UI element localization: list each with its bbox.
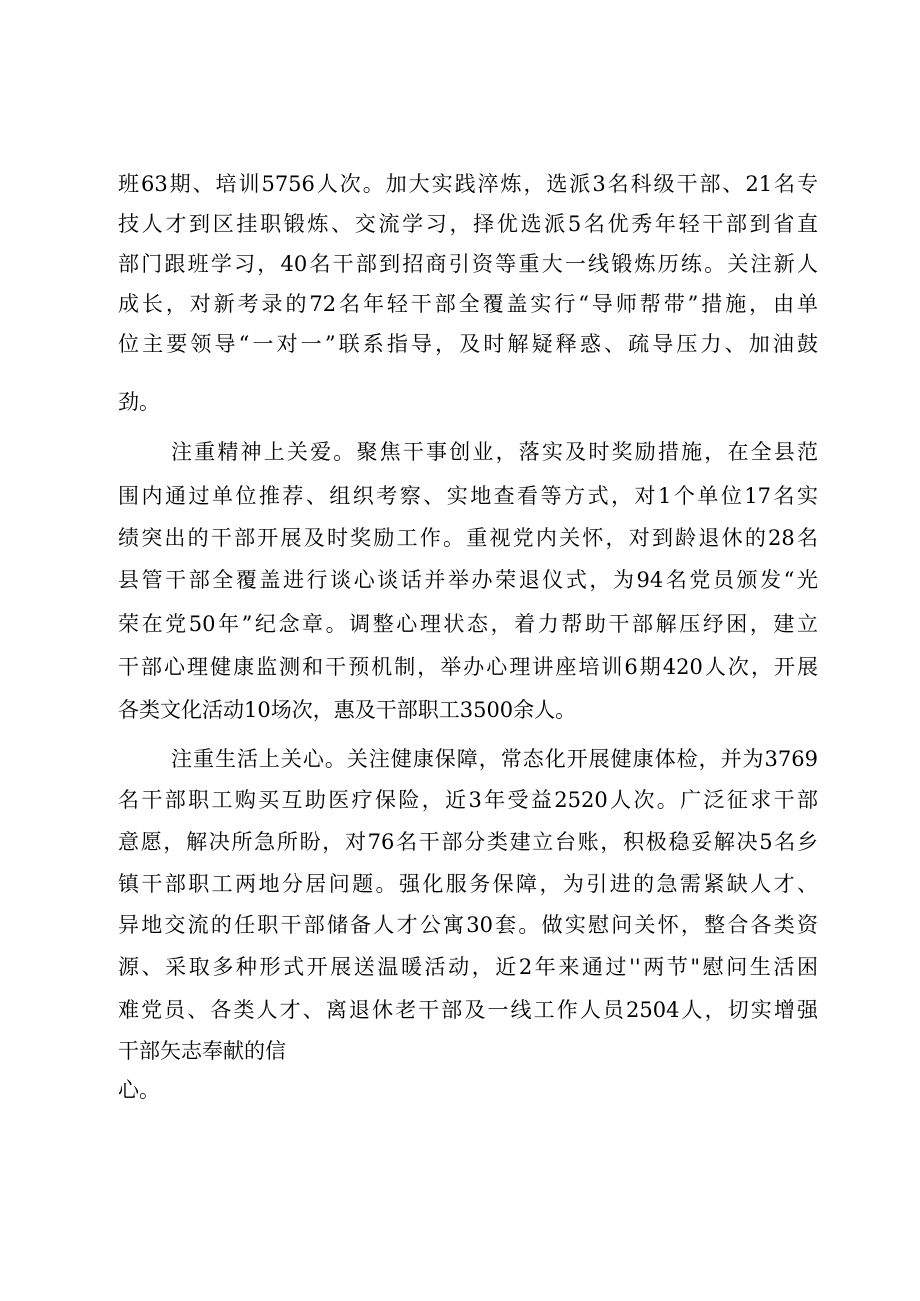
paragraph-line: 成长，对新考录的72名年轻干部全覆盖实行“导师帮带”措施，由单: [118, 292, 818, 316]
paragraph-line: 劲。: [118, 390, 160, 414]
paragraph-line: 技人才到区挂职锻炼、交流学习，择优选派5名优秀年轻干部到省直: [118, 212, 818, 236]
paragraph-line: 名干部职工购买互助医疗保险，近3年受益2520人次。广泛征求干部: [118, 788, 818, 812]
paragraph-line: 各类文化活动10场次，惠及干部职工3500余人。: [118, 698, 577, 722]
paragraph-line: 部门跟班学习，40名干部到招商引资等重大一线锻炼历练。关注新人: [118, 252, 818, 276]
paragraph-line: 干部矢志奉献的信: [118, 1039, 286, 1063]
paragraph-line: 意愿，解决所急所盼，对76名干部分类建立台账，积极稳妥解决5名乡: [118, 830, 818, 854]
paragraph-line: 注重生活上关心。关注健康保障，常态化开展健康体检，并为3769: [171, 747, 818, 771]
paragraph-line: 干部心理健康监测和干预机制，举办心理讲座培训6期420人次，开展: [118, 655, 818, 679]
paragraph-line: 班63期、培训5756人次。加大实践淬炼，选派3名科级干部、21名专: [118, 172, 818, 196]
paragraph-line: 镇干部职工两地分居问题。强化服务保障，为引进的急需紧缺人才、: [118, 872, 818, 896]
paragraph-line: 围内通过单位推荐、组织考察、实地查看等方式，对1个单位17名实: [118, 484, 818, 508]
paragraph-line: 源、采取多种形式开展送温暖活动，近2年来通过''两节"慰问生活困: [118, 955, 818, 979]
paragraph-line: 位主要领导“一对一”联系指导，及时解疑释惑、疏导压力、加油鼓: [118, 332, 818, 356]
paragraph-line: 县管干部全覆盖进行谈心谈话并举办荣退仪式，为94名党员颁发“光: [118, 568, 818, 592]
paragraph-line: 注重精神上关爱。聚焦干事创业，落实及时奖励措施，在全县范: [171, 440, 818, 464]
paragraph-line: 难党员、各类人才、离退休老干部及一线工作人员2504人，切实增强: [118, 998, 818, 1022]
paragraph-line: 绩突出的干部开展及时奖励工作。重视党内关怀，对到龄退休的28名: [118, 526, 818, 550]
paragraph-line: 荣在党50年”纪念章。调整心理状态，着力帮助干部解压纾困，建立: [118, 612, 818, 636]
paragraph-line: 异地交流的任职干部储备人才公寓30套。做实慰问关怀，整合各类资: [118, 913, 818, 937]
paragraph-line: 心。: [118, 1078, 160, 1102]
